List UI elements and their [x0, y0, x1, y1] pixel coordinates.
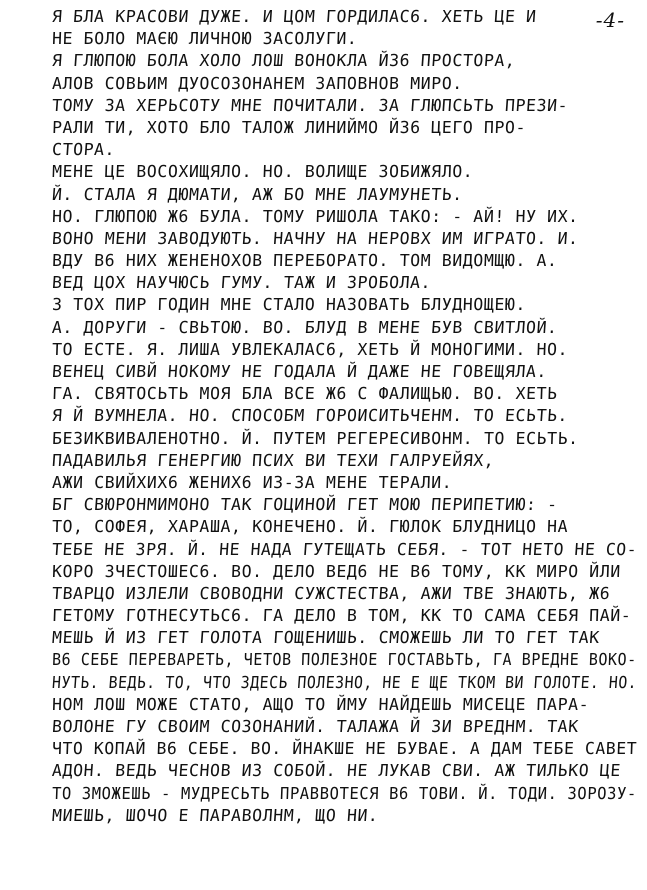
text-line: ГЕТОМУ ГОТНЕСУТЬС6. ГА ДЕЛО В ТОМ, КК ТО САМА СЕБЯ ПАЙ-	[51, 606, 632, 626]
text-line: НО. ГЛЮПОЮ Ж6 БУЛА. ТОМУ РИШОЛА ТАКО: - АЙ! НУ ИХ.	[51, 206, 580, 226]
text-line: ВЕД ЦОХ НАУЧЮСЬ ГУМУ. ТАЖ И ЗРОБОЛА.	[51, 273, 432, 293]
text-line: СТОРА.	[51, 140, 116, 160]
text-line: ВЕНЕЦ СИВЙ НОКОМУ НЕ ГОДАЛА Й ДАЖЕ НЕ ГОВЕЩЯЛА.	[51, 362, 548, 381]
text-line: Я БЛА КРАСОВИ ДУЖЕ. И ЦОМ ГОРДИЛАС6. ХЕТЬ ЦЕ И	[51, 7, 538, 26]
text-line: БЕЗИКВИВАЛЕНОТНО. Й. ПУТЕМ РЕГЕРЕСИВОНМ. ТО ЕСЬТЬ.	[51, 428, 580, 448]
text-line: РАЛИ ТИ, ХОТО БЛО ТАЛОЖ ЛИНИЙМО ЙЗ6 ЦЕГО ПРО-	[51, 117, 527, 137]
text-line: ЧТО КОПАЙ В6 СЕБЕ. ВО. ЙНАКШЕ НЕ БУВАЕ. А ДАМ ТЕБЕ САВЕТ	[51, 739, 638, 759]
text-line: ТЕБЕ НЕ ЗРЯ. Й. НЕ НАДА ГУТЕЩАТЬ СЕБЯ. - ТОТ НЕТО НЕ СО-	[51, 539, 638, 559]
text-line: В6 СЕБЕ ПЕРЕВАРЕТЬ, ЧЕТОВ ПОЛЕЗНОЕ ГОСТАВЬТЬ, ГА ВРЕДНЕ ВОКО-	[51, 650, 638, 670]
text-line: НУТЬ. ВЕДЬ. ТО, ЧТО ЗДЕСЬ ПОЛЕЗНО, НЕ Е ЩЕ ТКОМ ВИ ГОЛОТЕ. НО.	[51, 672, 638, 692]
text-line: Я ГЛЮПОЮ БОЛА ХОЛО ЛОШ ВОНОКЛА ЙЗ6 ПРОСТОРА,	[51, 51, 517, 71]
text-line: ТО ЕСТЕ. Я. ЛИША УВЛЕКАЛАС6, ХЕТЬ Й МОНОГИМИ. НО.	[51, 339, 569, 359]
handwritten-text-body	[51, 6, 638, 827]
text-line: АЛОВ СОВЬИМ ДУОСОЗОНАНЕМ ЗАПОВНОВ МИРО.	[51, 73, 464, 93]
text-line: Я Й ВУМНЕЛА. НО. СПОСОБМ ГОРОИСИТЬЧЕНМ. ТО ЕСЬТЬ.	[51, 406, 569, 426]
text-line: АЖИ СВИЙХИХ6 ЖЕНИХ6 ИЗ-ЗА МЕНЕ ТЕРАЛИ.	[51, 472, 453, 492]
text-line: ВОЛОНЕ ГУ СВОИМ СОЗОНАНИЙ. ТАЛАЖА Й ЗИ ВРЕДНМ. ТАК	[51, 717, 580, 736]
text-line: ТОМУ ЗА ХЕРЬСОТУ МНЕ ПОЧИТАЛИ. ЗА ГЛЮПСЬТЬ ПРЕЗИ-	[51, 95, 569, 115]
text-line: ГА. СВЯТОСЬТЬ МОЯ БЛА ВСЕ Ж6 С ФАЛИЩЬЮ. ВО. ХЕТЬ	[51, 384, 558, 404]
text-line: ПАДАВИЛЬЯ ГЕНЕРГИЮ ПСИХ ВИ ТЕХИ ГАЛРУЕЙЯХ,	[51, 450, 496, 470]
text-line: ТО ЗМОЖЕШЬ - МУДРЕСЬТЬ ПРАВВОТЕСЯ В6 ТОВИ. Й. ТОДИ. ЗОРОЗУ-	[51, 783, 638, 803]
text-line: А. ДОРУГИ - СВЬТОЮ. ВО. БЛУД В МЕНЕ БУВ СВИТЛОЙ.	[51, 317, 559, 337]
text-line: АДОН. ВЕДЬ ЧЕСНОВ ИЗ СОБОЙ. НЕ ЛУКАВ СВИ. АЖ ТИЛЬКО ЦЕ	[51, 761, 622, 781]
text-line: ТО, СОФЕЯ, ХАРАША, КОНЕЧЕНО. Й. ГЮЛОК БЛУДНИЦО НА	[51, 517, 569, 537]
text-line: Й. СТАЛА Я ДЮМАТИ, АЖ БО МНЕ ЛАУМУНЕТЬ.	[51, 184, 464, 204]
text-line: НЕ БОЛО МАЄЮ ЛИЧНОЮ ЗАСОЛУГИ.	[51, 29, 358, 49]
page-number: -4-	[595, 8, 625, 32]
text-line: З ТОХ ПИР ГОДИН МНЕ СТАЛО НАЗОВАТЬ БЛУДНОЩЕЮ.	[51, 295, 527, 315]
text-line: МИЕШЬ, ШОЧО Е ПАРАВОЛНМ, ЩО НИ.	[51, 805, 380, 825]
text-line: ВОНО МЕНИ ЗАВОДУЮТЬ. НАЧНУ НА НЕРОВХ ИМ ИГРАТО. И.	[51, 228, 580, 248]
text-line: БГ СВЮРОНМИМОНО ТАК ГОЦИНОЙ ГЕТ МОЮ ПЕРИПЕТИЮ: -	[51, 495, 559, 515]
text-line: КОРО ЗЧЕСТОШЕС6. ВО. ДЕЛО ВЕД6 НЕ В6 ТОМУ, КК МИРО ЙЛИ	[51, 561, 622, 581]
text-line: НОМ ЛОШ МОЖЕ СТАТО, АЩО ТО ЙМУ НАЙДЕШЬ МИСЕЦЕ ПАРА-	[51, 694, 590, 714]
text-line: МЕНЕ ЦЕ ВОСОХИЩЯЛО. НО. ВОЛИЩЕ ЗОБИЖЯЛО.	[51, 162, 474, 182]
text-line: МЕШЬ Й ИЗ ГЕТ ГОЛОТА ГОЩЕНИШЬ. СМОЖЕШЬ ЛИ ТО ГЕТ ТАК	[51, 628, 601, 648]
text-line: ВДУ В6 НИХ ЖЕНЕНОХОВ ПЕРЕБОРАТО. ТОМ ВИДОМЩЮ. А.	[51, 251, 558, 271]
text-line: ТВАРЦО ИЗЛЕЛИ СВОВОДНИ СУЖСТЕСТВА, АЖИ ТВЕ ЗНАЮТЬ, Ж6	[51, 583, 612, 603]
